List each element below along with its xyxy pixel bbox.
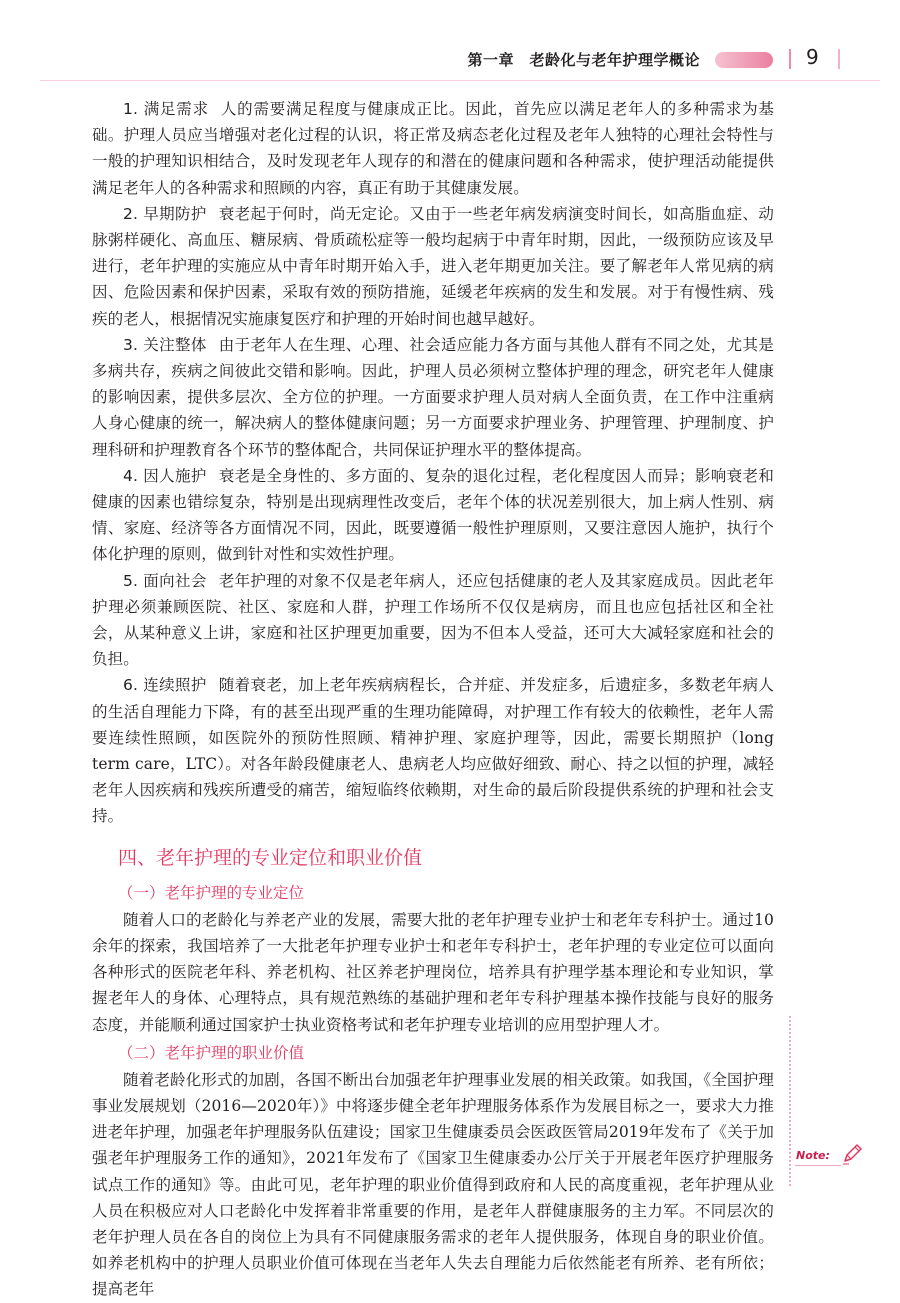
note-area [789,1143,869,1171]
subsection-paragraph: 随着人口的老龄化与养老产业的发展，需要大批的老年护理专业护士和老年专科护士。通过10余年的探索，我国培养了一大批老年护理专业护士和老年专科护士，老年护理的专业定位可以面向各种形式的医院老年科、养老机构、社区养老护理岗位，培养具有护理学基本理论和专业知识，掌握老年人的身体、心理特点，具有规范熟练的基础护理和老年专科护理基本操作技能与良好的服务态度，并能顺利通过国家护士执业资格考试和老年护理专业培训的应用型护理人才。 [92,910,774,1034]
principle-label: 6. 连续照护 [123,676,207,695]
principle-label: 4. 因人施护 [123,466,207,485]
principle-paragraph [92,672,774,829]
note-label: Note: [796,1149,830,1162]
principle-label: 3. 关注整体 [123,335,207,354]
principle-paragraph [92,332,774,463]
principle-text: 随着衰老，加上老年疾病病程长，合并症、并发症多，后遗症多，多数老年病人的生活自理能力下降，有的甚至出现严重的生理功能障碍，对护理工作有较大的依赖性，老年人需要连续性照顾，如医院外的预防性照顾、精神护理、家庭护理等，因此，需要长期照护（long term care，LTC）。对各年龄段健康老人、患病老人均应做好细致、耐心、持之以恒的护理，减轻老年人因疾病和残疾所遭受的痛苦，缩短临终依赖期，对生命的最后阶段提供系统的护理和社会支持。 [92,676,774,826]
principle-text: 衰老是全身性的、多方面的、复杂的退化过程，老化程度因人而异；影响衰老和健康的因素也错综复杂，特别是出现病理性改变后，老年个体的状况差别很大，加上病人性别、病情、家庭、经济等各方面情况不同，因此，既要遵循一般性护理原则，又要注意因人施护，执行个体化护理的原则，做到针对性和实效性护理。 [92,466,774,564]
subsection-heading: （一）老年护理的专业定位 [118,883,305,902]
header-decoration-bar [715,52,773,68]
section-heading: 四、老年护理的专业定位和职业价值 [118,846,423,869]
page-number: 9 [806,45,819,69]
chapter-title: 第一章 老龄化与老年护理学概论 [467,51,700,69]
principle-text: 人的需要满足程度与健康成正比。因此，首先应以满足老年人的多种需求为基础。护理人员应当增强对老化过程的认识，将正常及病态老化过程及老年人独特的心理社会特性与一般的护理知识相结合，及时发现老年人现存的和潜在的健康问题和各种需求，使护理活动能提供满足老年人的各种需求和照顾的内容，真正有助于其健康发展。 [92,100,775,197]
subsection-heading: （二）老年护理的职业价值 [118,1043,305,1062]
subsection-paragraph: 随着老龄化形式的加剧，各国不断出台加强老年护理事业发展的相关政策。如我国，《全国护理事业发展规划（2016—2020年）》中将逐步健全老年护理服务体系作为发展目标之一，要求大力推进老年护理，加强老年护理服务队伍建设；国家卫生健康委员会医政医管局2019年发布了《关于加强老年护理服务工作的通知》，2021年发布了《国家卫生健康委办公厅关于开展老年医疗护理服务试点工作的通知》等。由此可见，老年护理的职业价值得到政府和人民的高度重视，老年护理从业人员在积极应对人口老龄化中发挥着非常重要的作用，是老年人群健康服务的主力军。不同层次的老年护理人员在各自的岗位上为具有不同健康服务需求的老年人提供服务，体现自身的职业价值。如养老机构中的护理人员职业价值可体现在当老年人失去自理能力后依然能老有所养、老有所依；提高老年 [92,1070,774,1299]
page-header [0,0,900,80]
principle-paragraph [92,96,774,201]
principle-label: 2. 早期防护 [123,204,207,223]
principle-paragraph [92,568,774,673]
principle-label: 1. 满足需求 [123,100,209,118]
note-underline [795,1165,841,1166]
header-tick [838,49,840,69]
pen-icon [841,1143,863,1165]
principle-label: 5. 面向社会 [123,571,207,590]
page-body [92,96,774,1303]
principle-text: 由于老年人在生理、心理、社会适应能力各方面与其他人群有不同之处，尤其是多病共存，疾病之间彼此交错和影响。因此，护理人员必须树立整体护理的理念，研究老年人健康的影响因素，提供多层次、全方位的护理。一方面要求护理人员对病人全面负责，在工作中注重病人身心健康的统一，解决病人的整体健康问题；另一方面要求护理业务、护理管理、护理制度、护理科研和护理教育各个环节的整体配合，共同保证护理水平的整体提高。 [92,335,774,459]
header-separator [789,49,791,69]
principle-text: 衰老起于何时，尚无定论。又由于一些老年病发病演变时间长，如高脂血症、动脉粥样硬化、高血压、糖尿病、骨质疏松症等一般均起病于中青年时期，因此，一级预防应该及早进行，老年护理的实施应从中青年时期开始入手，进入老年期更加关注。要了解老年人常见病的病因、危险因素和保护因素，采取有效的预防措施，延缓老年疾病的发生和发展。对于有慢性病、残疾的老人，根据情况实施康复医疗和护理的开始时间也越早越好。 [92,204,774,328]
principle-paragraph [92,463,774,568]
principle-text: 老年护理的对象不仅是老年病人，还应包括健康的老人及其家庭成员。因此老年护理必须兼顾医院、社区、家庭和人群，护理工作场所不仅仅是病房，而且也应包括社区和全社会，从某种意义上讲，家庭和社区护理更加重要，因为不但本人受益，还可大大减轻家庭和社会的负担。 [92,571,774,669]
principle-paragraph [92,201,774,332]
header-rule [40,80,880,81]
